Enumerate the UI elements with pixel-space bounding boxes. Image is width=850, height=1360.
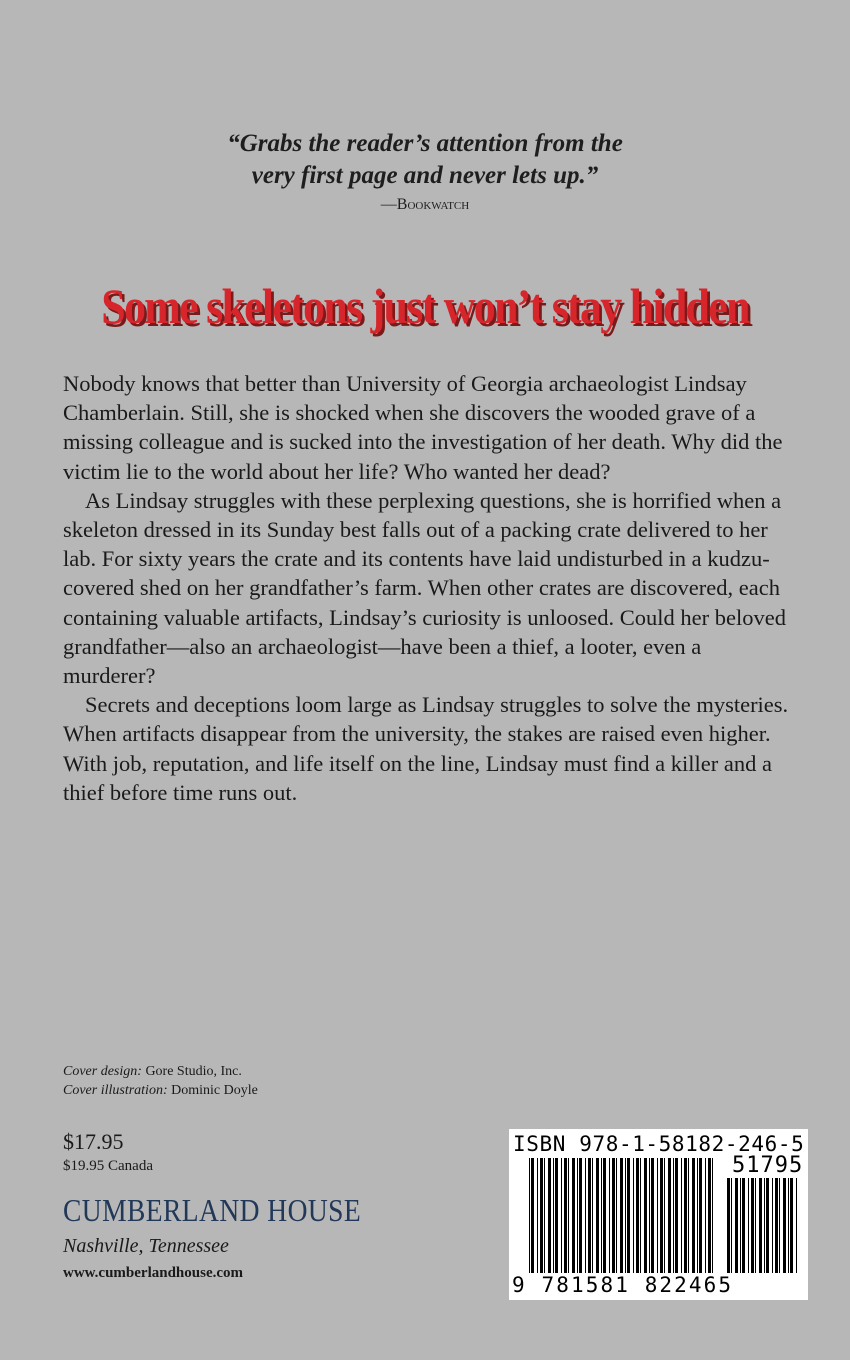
- ean-bar: [603, 1158, 606, 1273]
- ean-bar: [649, 1158, 650, 1273]
- ean-bar: [601, 1158, 602, 1273]
- addon-bar: [796, 1178, 797, 1273]
- ean-bar: [697, 1158, 698, 1273]
- ean-bar: [588, 1158, 591, 1273]
- review-quote: [0, 128, 850, 192]
- cover-design-label: Cover design:: [63, 1064, 142, 1079]
- ean-bar: [640, 1158, 641, 1273]
- ean-bar: [564, 1158, 567, 1273]
- ean-bar: [592, 1158, 593, 1273]
- publisher-city: Nashville, Tennessee: [63, 1235, 229, 1257]
- price-canada: $19.95 Canada: [63, 1158, 153, 1174]
- addon-bar: [735, 1178, 738, 1273]
- cover-design-value: Gore Studio, Inc.: [145, 1064, 242, 1079]
- addon-bar: [731, 1178, 732, 1273]
- ean-bar: [681, 1158, 682, 1273]
- blurb-paragraph: Secrets and deceptions loom large as Lindsay struggles to solve the mysteries. When artifacts disappear from the university, the stakes are raised even higher. With job, reputation, and life itself on the line, Lindsay must find a killer and a thief before time runs out.: [63, 692, 789, 805]
- ean-bar: [705, 1158, 706, 1273]
- addon-bar: [740, 1178, 741, 1273]
- review-source: —Bookwatch: [380, 196, 470, 213]
- ean-bar: [540, 1158, 543, 1273]
- addon-bar: [759, 1178, 762, 1273]
- ean-bar: [544, 1158, 545, 1273]
- addon-bar: [766, 1178, 769, 1273]
- ean-bar: [625, 1158, 626, 1273]
- ean-bar: [579, 1158, 582, 1273]
- addon-bar: [790, 1178, 793, 1273]
- ean-bar: [636, 1158, 639, 1273]
- isbn-text: ISBN 978-1-58182-246-5: [513, 1132, 805, 1156]
- ean-bar: [684, 1158, 687, 1273]
- ean-bar: [627, 1158, 630, 1273]
- addon-bar: [788, 1178, 789, 1273]
- ean-bar: [555, 1158, 558, 1273]
- ean-bar: [633, 1158, 634, 1273]
- blurb-paragraph: As Lindsay struggles with these perplexing questions, she is horrified when a skeleton dressed in its Sunday best falls out of a packing crate delivered to her lab. For sixty years the crate and its contents have laid undisturbed in a kudzu-covered shed on her grandfather’s farm. When other crates are discovered, each containing valuable artifacts, Lindsay’s curiosity is unloosed. Could her beloved grandfather—also an archaeologist—have been a thief, a looter, even a murderer?: [63, 487, 786, 689]
- ean-bar: [553, 1158, 554, 1273]
- isbn-barcode: [509, 1129, 808, 1300]
- ean-bar: [620, 1158, 623, 1273]
- ean-bar: [572, 1158, 575, 1273]
- headline: Some skeletons just won’t stay hidden: [101, 278, 749, 334]
- addon-bar: [748, 1178, 749, 1273]
- ean-bar: [688, 1158, 689, 1273]
- ean-bar: [548, 1158, 551, 1273]
- publisher-website: www.cumberlandhouse.com: [63, 1265, 244, 1281]
- addon-bar: [727, 1178, 730, 1273]
- addon-bar: [772, 1178, 773, 1273]
- ean-bar: [577, 1158, 578, 1273]
- addon-bar: [755, 1178, 756, 1273]
- cover-illustration-label: Cover illustration:: [63, 1083, 168, 1098]
- blurb: [63, 369, 793, 807]
- ean-bar: [675, 1158, 678, 1273]
- addon-bar: [764, 1178, 765, 1273]
- cover-credits: [63, 1062, 258, 1100]
- price-us: $17.95: [63, 1129, 124, 1154]
- price-code: 51795: [732, 1153, 804, 1178]
- ean-bar: [568, 1158, 569, 1273]
- ean-bar: [596, 1158, 599, 1273]
- addon-bar: [775, 1178, 778, 1273]
- ean-bar: [529, 1158, 530, 1273]
- cover-illustration-value: Dominic Doyle: [171, 1083, 258, 1098]
- ean-bar: [673, 1158, 674, 1273]
- ean-bar: [537, 1158, 538, 1273]
- ean-bar: [651, 1158, 654, 1273]
- ean-bar: [692, 1158, 695, 1273]
- ean-bar: [616, 1158, 617, 1273]
- ean-bar: [561, 1158, 562, 1273]
- ean-bar: [664, 1158, 665, 1273]
- ean-bar: [585, 1158, 586, 1273]
- ean-bar: [644, 1158, 647, 1273]
- ean-bar: [609, 1158, 610, 1273]
- cover-illustration-credit: [63, 1081, 258, 1100]
- ean-bar: [657, 1158, 658, 1273]
- addon-bar: [751, 1178, 754, 1273]
- addon-bar: [783, 1178, 786, 1273]
- addon-bar: [742, 1178, 745, 1273]
- review-quote-line-2: very first page and never lets up.”: [251, 162, 599, 189]
- ean-bar: [668, 1158, 671, 1273]
- cover-design-credit: [63, 1062, 258, 1081]
- ean-bar: [699, 1158, 702, 1273]
- review-quote-line-1: “Grabs the reader’s attention from the: [227, 130, 623, 157]
- ean-bar: [660, 1158, 663, 1273]
- blurb-paragraph: Nobody knows that better than University of Georgia archaeologist Lindsay Chamberlain. Still, she is shocked when she discovers the wooded grave of a missing colleague and is sucked into the investigation of her death. Why did the victim lie to the world about her life? Who wanted her dead?: [63, 371, 783, 484]
- ean-bar: [708, 1158, 711, 1273]
- ean-bar: [712, 1158, 713, 1273]
- ean-bar: [531, 1158, 534, 1273]
- ean-bar: [612, 1158, 615, 1273]
- ean-digits: 9 781581 822465: [512, 1273, 734, 1297]
- publisher-logo: CUMBERLAND HOUSE: [63, 1192, 362, 1228]
- addon-bar: [779, 1178, 780, 1273]
